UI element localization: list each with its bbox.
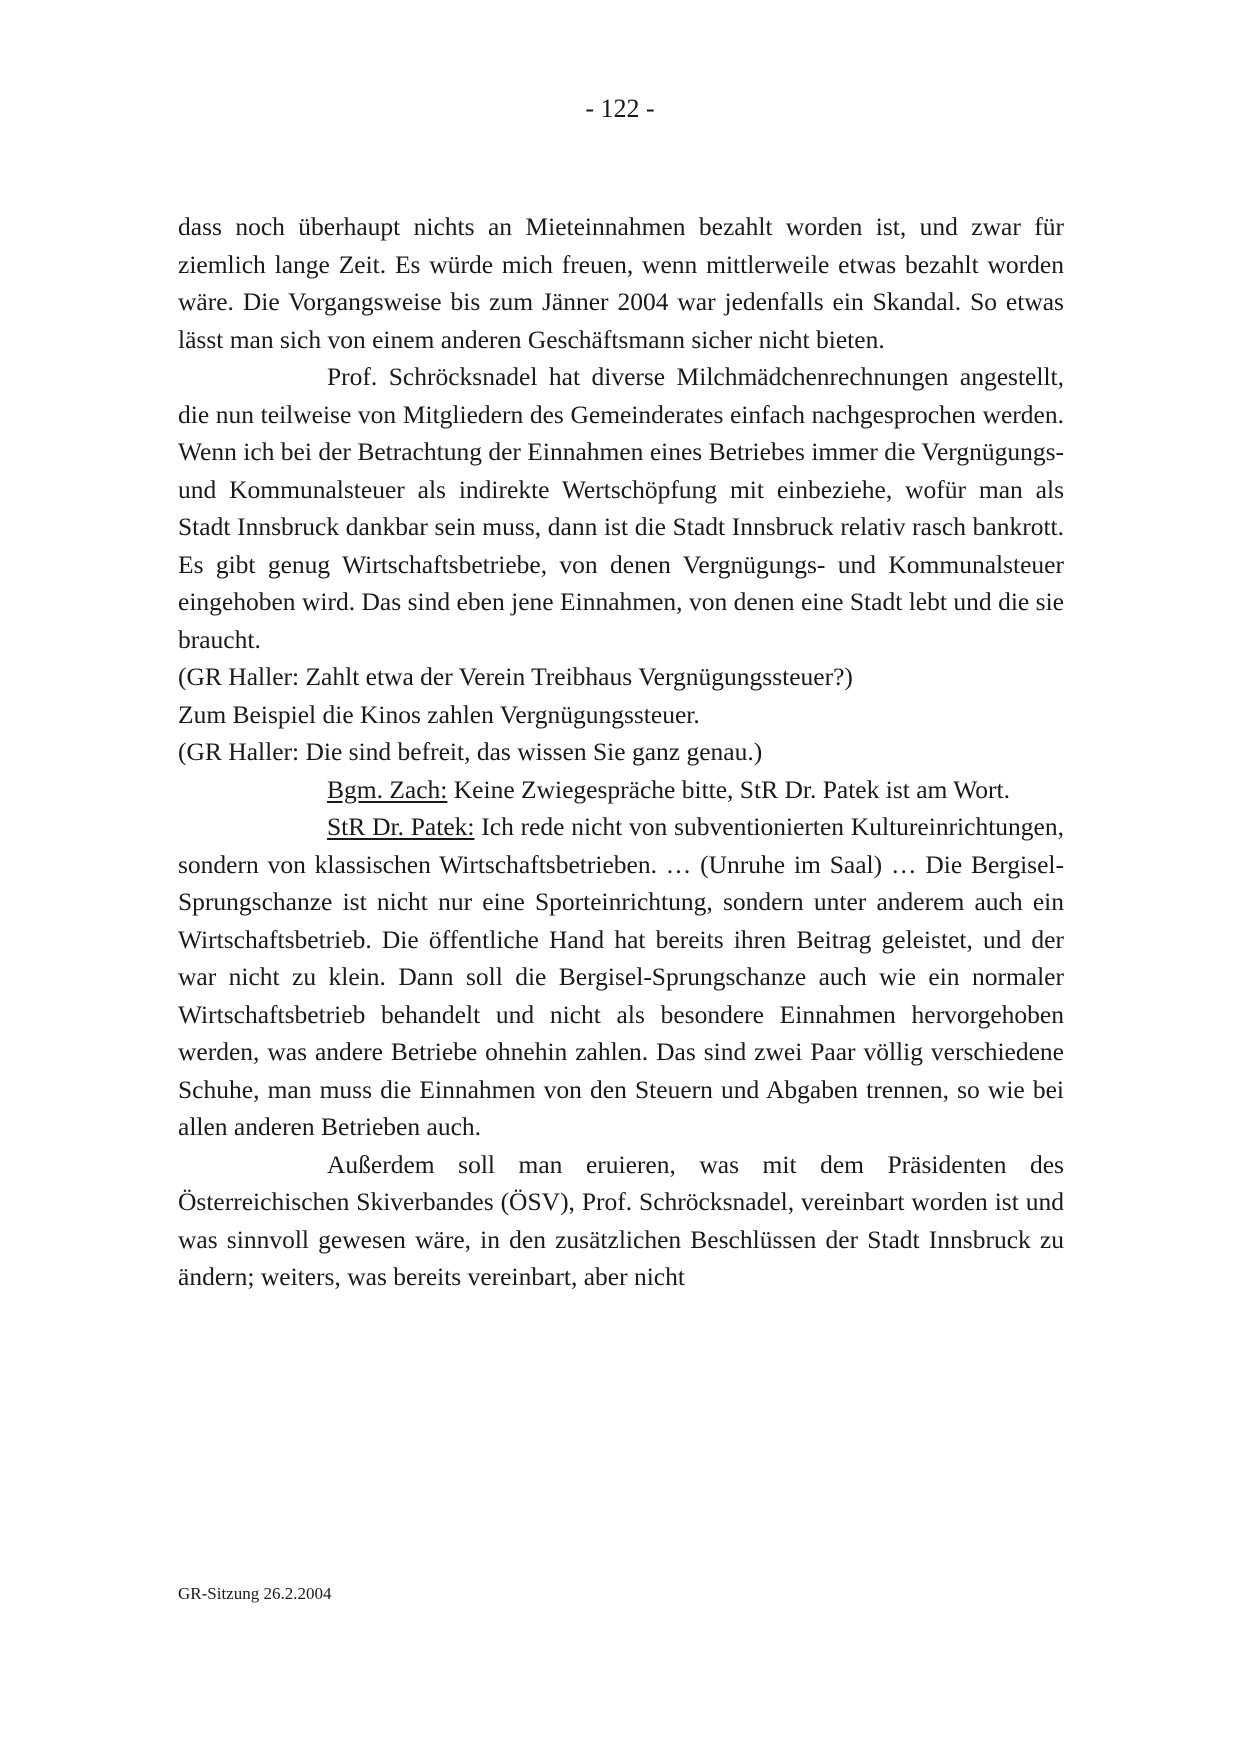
statement-bgm-zach (178, 771, 1064, 809)
paragraph-oesv: Außerdem soll man eruieren, was mit dem Präsidenten des Österreichischen Skiverbandes (ÖSV), Prof. Schröcksnadel, vereinbart worden ist und was sinnvoll gewesen wäre, in den zusätzlichen Beschlüssen der Stadt Innsbruck zu ändern; weiters, was bereits vereinbart, aber nicht (178, 1149, 1064, 1291)
reply-kinos: Zum Beispiel die Kinos zahlen Vergnügungssteuer. (178, 699, 700, 729)
speech-str-patek: Ich rede nicht von subventionierten Kultureinrichtungen, sondern von klassischen Wirtschaftsbetrieben. … (Unruhe im Saal) … Die Bergisel-Sprungschanze ist nicht nur eine Sporteinrichtung, sondern unter anderem auch ein Wirtschaftsbetrieb. Die öffentliche Hand hat bereits ihren Beitrag geleistet, und der war nicht zu klein. Dann soll die Bergisel-Sprungschanze auch wie ein normaler Wirtschaftsbetrieb behandelt und nicht als besondere Einnahmen hervorgehoben werden, was andere Betriebe ohnehin zahlen. Das sind zwei Paar völlig verschiedene Schuhe, man muss die Einnahmen von den Steuern und Abgaben trennen, so wie bei allen anderen Betrieben auch. (178, 812, 1064, 1141)
speech-bgm-zach: Keine Zwiegespräche bitte, StR Dr. Patek ist am Wort. (447, 774, 1010, 804)
paragraph-milchmaedchenrechnungen: Prof. Schröcksnadel hat diverse Milchmädchenrechnungen angestellt, die nun teilweise von Mitgliedern des Gemeinderates einfach nachgesprochen werden. Wenn ich bei der Betrachtung der Einnahmen eines Betriebes immer die Vergnügungs- und Kommunalsteuer als indirekte Wertschöpfung mit einbeziehe, wofür man als Stadt Innsbruck dankbar sein muss, dann ist die Stadt Innsbruck relativ rasch bankrott. Es gibt genug Wirtschaftsbetriebe, von denen Vergnügungs- und Kommunalsteuer eingehoben wird. Das sind eben jene Einnahmen, von denen eine Stadt lebt und die sie braucht. (178, 362, 1064, 654)
document-body (178, 208, 1064, 1296)
page-number: - 122 - (585, 94, 655, 123)
footer-session-date: GR-Sitzung 26.2.2004 (178, 1584, 332, 1603)
statement-str-patek (178, 808, 1064, 1146)
speaker-bgm-zach: Bgm. Zach: (327, 774, 448, 804)
speaker-str-patek: StR Dr. Patek: (327, 812, 475, 841)
interjection-haller-2: (GR Haller: Die sind befreit, das wissen Sie ganz genau.) (178, 737, 763, 766)
interjection-haller-1: (GR Haller: Zahlt etwa der Verein Treibhaus Vergnügungssteuer?) (178, 662, 853, 691)
paragraph-mieteinnahmen: dass noch überhaupt nichts an Mieteinnahmen bezahlt worden ist, und zwar für ziemlich lange Zeit. Es würde mich freuen, wenn mittlerweile etwas bezahlt worden wäre. Die Vorgangsweise bis zum Jänner 2004 war jedenfalls ein Skandal. So etwas lässt man sich von einem anderen Geschäftsmann sicher nicht bieten. (178, 212, 1064, 354)
